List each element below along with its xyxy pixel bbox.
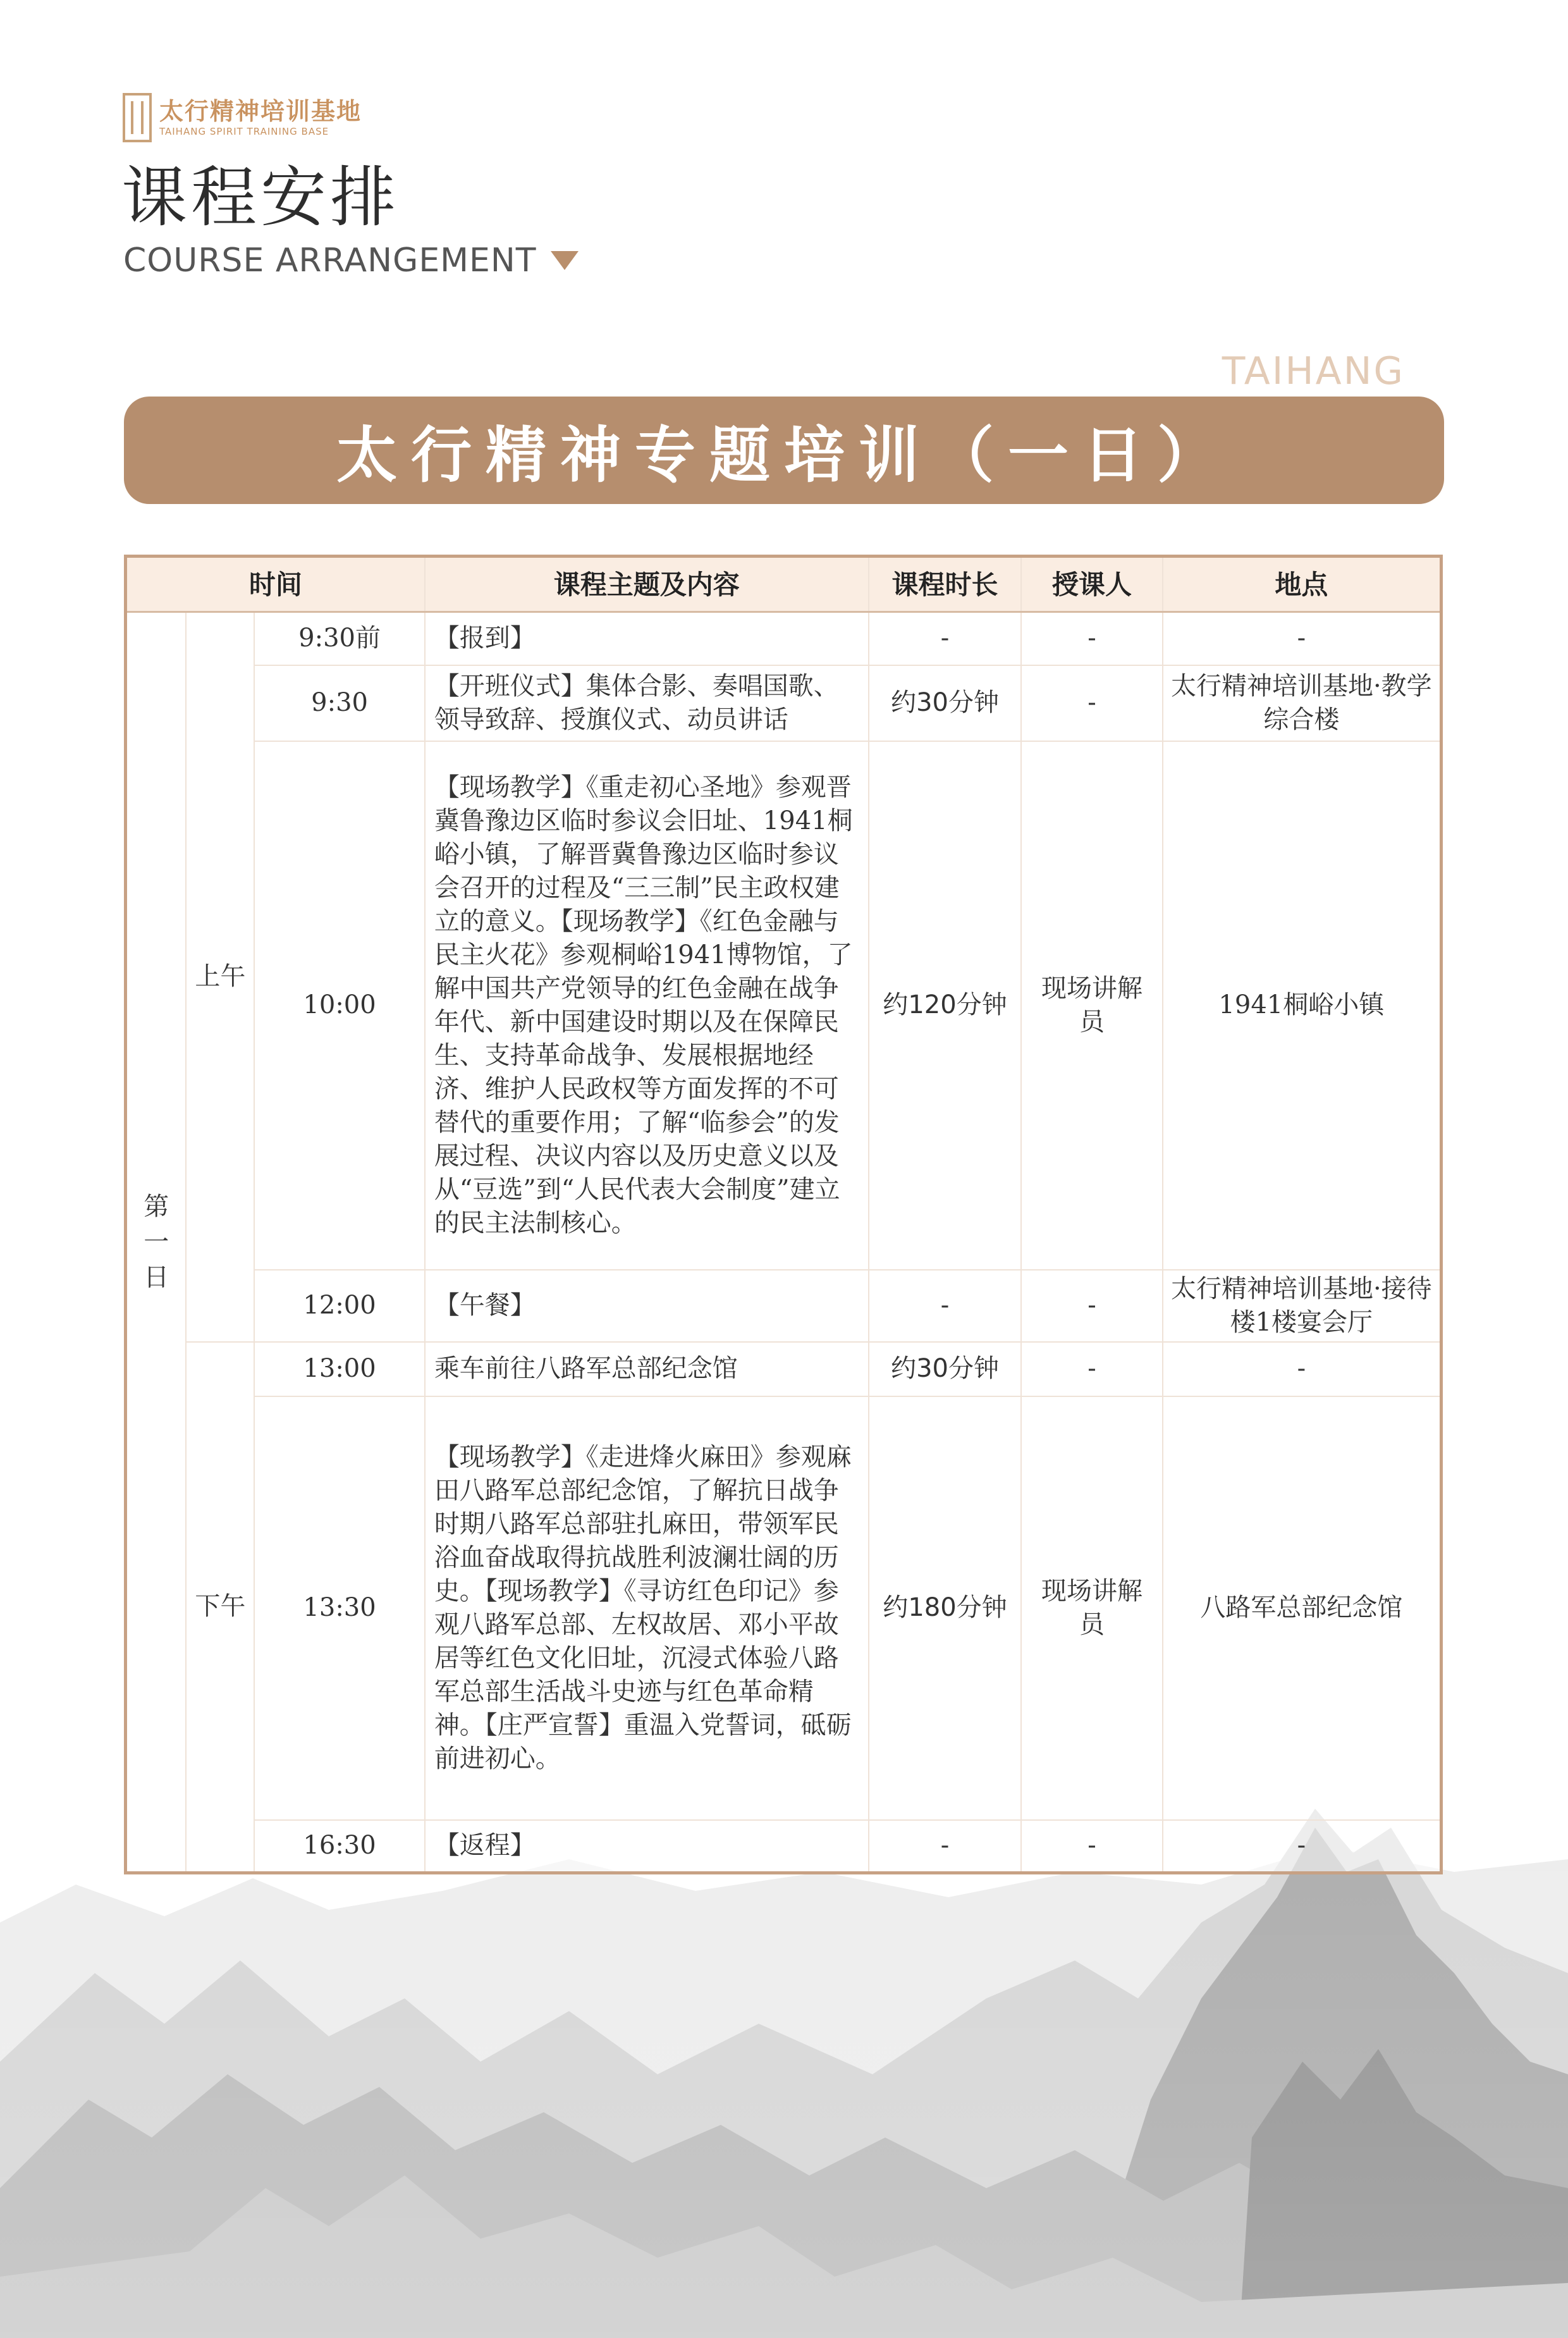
base-logo bbox=[123, 92, 362, 143]
header-content: 课程主题及内容 bbox=[425, 557, 869, 612]
row-lecturer: 现场讲解员 bbox=[1021, 1396, 1162, 1820]
table-row bbox=[126, 1270, 1442, 1342]
row-lecturer: 现场讲解员 bbox=[1021, 741, 1162, 1270]
row-duration: - bbox=[869, 1820, 1021, 1873]
table-row bbox=[126, 741, 1442, 1270]
table-row bbox=[126, 612, 1442, 665]
row-location: - bbox=[1163, 612, 1442, 665]
row-location: 太行精神培训基地·接待楼1楼宴会厅 bbox=[1163, 1270, 1442, 1342]
row-duration: 约120分钟 bbox=[869, 741, 1021, 1270]
row-content: 乘车前往八路军总部纪念馆 bbox=[425, 1342, 869, 1396]
table-row bbox=[126, 1820, 1442, 1873]
course-banner bbox=[124, 397, 1444, 504]
row-location: 1941桐峪小镇 bbox=[1163, 741, 1442, 1270]
row-duration: - bbox=[869, 612, 1021, 665]
triangle-down-icon bbox=[551, 251, 579, 270]
table-row bbox=[126, 665, 1442, 741]
row-content: 【返程】 bbox=[425, 1820, 869, 1873]
row-content: 【开班仪式】集体合影、奏唱国歌、领导致辞、授旗仪式、动员讲话 bbox=[425, 665, 869, 741]
table-row bbox=[126, 1342, 1442, 1396]
row-lecturer: - bbox=[1021, 612, 1162, 665]
page-title: 课程安排 bbox=[121, 159, 400, 236]
page-subtitle bbox=[123, 240, 579, 281]
table-header-row bbox=[126, 557, 1442, 612]
row-time: 12:00 bbox=[254, 1270, 425, 1342]
row-duration: 约30分钟 bbox=[869, 1342, 1021, 1396]
morning-label: 上午 bbox=[186, 612, 254, 1342]
day-label: 第一日 bbox=[126, 612, 187, 1873]
row-duration: 约30分钟 bbox=[869, 665, 1021, 741]
row-content: 【现场教学】《走进烽火麻田》参观麻田八路军总部纪念馆，了解抗日战争时期八路军总部驻扎麻田，带领军民浴血奋战取得抗战胜利波澜壮阔的历史。【现场教学】《寻访红色印记》参观八路军总部、左权故居、邓小平故居等红色文化旧址，沉浸式体验八路军总部生活战斗史迹与红色革命精神。【庄严宣誓】重温入党誓词，砥砺前进初心。 bbox=[425, 1396, 869, 1820]
row-content: 【现场教学】《重走初心圣地》参观晋冀鲁豫边区临时参议会旧址、1941桐峪小镇，了解晋冀鲁豫边区临时参议会召开的过程及“三三制”民主政权建立的意义。【现场教学】《红色金融与民主火花》参观桐峪1941博物馆，了解中国共产党领导的红色金融在战争年代、新中国建设时期以及在保障民生、支持革命战争、发展根据地经济、维护人民政权等方面发挥的不可替代的重要作用；了解“临参会”的发展过程、决议内容以及历史意义以及从“豆选”到“人民代表大会制度”建立的民主法制核心。 bbox=[425, 741, 869, 1270]
logo-name-en: TAIHANG SPIRIT TRAINING BASE bbox=[159, 126, 329, 137]
row-duration: 约180分钟 bbox=[869, 1396, 1021, 1820]
watermark-text: TAIHANG bbox=[1222, 349, 1405, 393]
header-lecturer: 授课人 bbox=[1021, 557, 1162, 612]
row-location: - bbox=[1163, 1820, 1442, 1873]
table-row bbox=[126, 1396, 1442, 1820]
row-time: 9:30前 bbox=[254, 612, 425, 665]
row-lecturer: - bbox=[1021, 1820, 1162, 1873]
row-duration: - bbox=[869, 1270, 1021, 1342]
schedule-table bbox=[124, 555, 1443, 1874]
row-lecturer: - bbox=[1021, 1342, 1162, 1396]
row-time: 13:30 bbox=[254, 1396, 425, 1820]
row-lecturer: - bbox=[1021, 1270, 1162, 1342]
header-duration: 课程时长 bbox=[869, 557, 1021, 612]
header-location: 地点 bbox=[1163, 557, 1442, 612]
afternoon-label: 下午 bbox=[186, 1342, 254, 1873]
row-content: 【午餐】 bbox=[425, 1270, 869, 1342]
row-location: 八路军总部纪念馆 bbox=[1163, 1396, 1442, 1820]
row-content: 【报到】 bbox=[425, 612, 869, 665]
banner-title: 太行精神专题培训（一日） bbox=[336, 419, 1232, 491]
logo-name-cn: 太行精神培训基地 bbox=[159, 97, 362, 125]
row-location: - bbox=[1163, 1342, 1442, 1396]
row-time: 10:00 bbox=[254, 741, 425, 1270]
page-subtitle-text: COURSE ARRANGEMENT bbox=[123, 242, 537, 280]
row-location: 太行精神培训基地·教学综合楼 bbox=[1163, 665, 1442, 741]
row-time: 13:00 bbox=[254, 1342, 425, 1396]
row-time: 9:30 bbox=[254, 665, 425, 741]
row-time: 16:30 bbox=[254, 1820, 425, 1873]
row-lecturer: - bbox=[1021, 665, 1162, 741]
logo-seal-icon bbox=[123, 93, 152, 142]
header-time: 时间 bbox=[126, 557, 425, 612]
